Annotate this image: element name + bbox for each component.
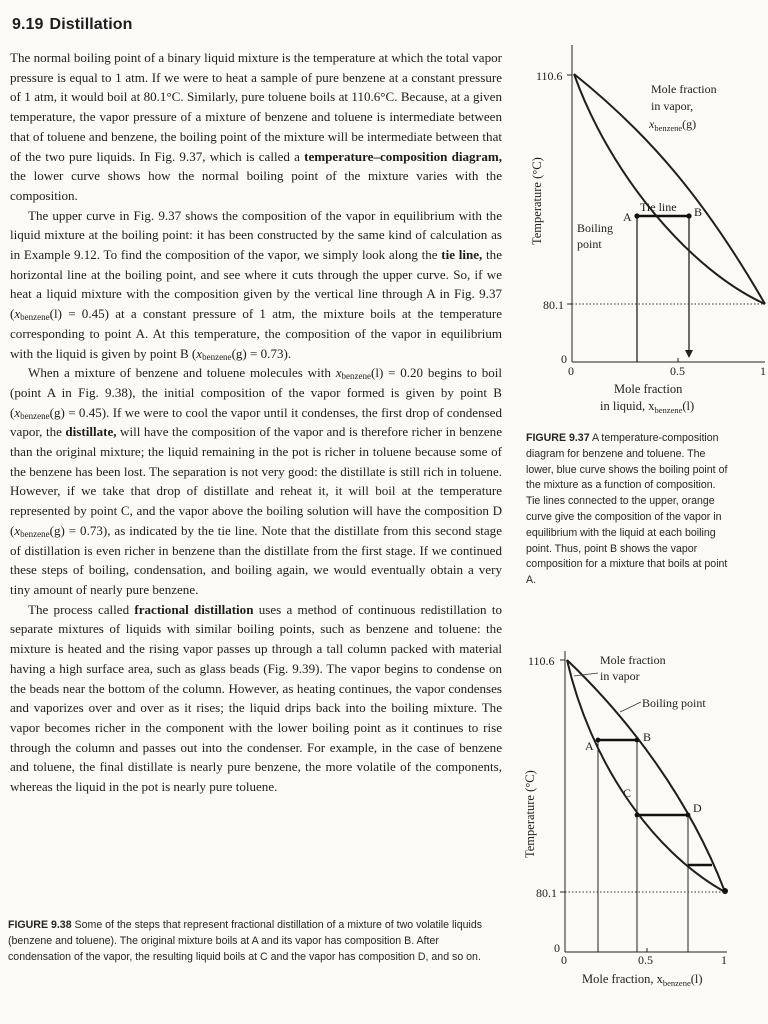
subscript: benzene bbox=[202, 351, 232, 362]
fig38-point-c-marker bbox=[635, 813, 640, 818]
fig37-point-a-label: A bbox=[623, 210, 632, 224]
key-term: tie line, bbox=[441, 247, 483, 263]
figure-9-38-caption bbox=[8, 918, 500, 965]
text-run: uses a method of continuous redistillation to separate mixtures of liquids with similar boiling points, such as benzene and toluene: the mixture is heated and the rising vapor passes up through a tall column packed with material having a high surface area, such as glass beads (Fig. 9.39). The vapor begins to condense on the beads near the bottom of the column. However, as heating continues, the vapor condenses and vaporizes over and over as it rises; the liquid drips back into the boiling mixture. The vapor becomes richer in the component with the lower boiling point as it continues to rise through the column and passes out into the condenser. For example, in the case of benzene and toluene, the final distillate is nearly pure benzene, the more volatile of the components, whereas the liquid in the pot is nearly pure toluene. bbox=[10, 601, 503, 795]
text-run: The normal boiling point of a binary liquid mixture is the temperature at which the total vapor pressure is equal to 1 atm. If we were to heat a sample of pure benzene at a constant pressure of 1 atm, it would boil at 80.1°C. Similarly, pure toluene boils at 110.6°C. Because, at a given temperature, the vapor pressure of a mixture of benzene and toluene is intermediate between that of toluene and benzene, the boiling point of the mixture will be intermediate between that of the two pure liquids. In Fig. 9.37, which is called a bbox=[10, 50, 502, 164]
fig38-vapor-curve bbox=[567, 660, 725, 892]
key-term: fractional distillation bbox=[134, 601, 254, 617]
text-run: x bbox=[14, 522, 21, 538]
fig37-vapor-label-line3: $x_{benzene}(g)$ bbox=[649, 117, 697, 133]
fig38-point-a-marker bbox=[596, 738, 601, 743]
key-term: temperature–composition diagram, bbox=[304, 148, 502, 164]
section-number: 9.19 bbox=[12, 16, 44, 33]
text-run: x bbox=[335, 365, 342, 381]
text-run: x bbox=[14, 404, 21, 420]
fig37-vapor-label-line2: in vapor, bbox=[651, 99, 694, 113]
subscript: benzene bbox=[20, 312, 50, 323]
fig38-ytick-label-801: 80.1 bbox=[536, 886, 557, 900]
fig38-point-d-marker bbox=[686, 813, 691, 818]
fig38-ytick-label-0: 0 bbox=[554, 941, 560, 955]
text-run: (g) = 0.73). bbox=[231, 345, 292, 361]
fig38-xtick-label-05: 0.5 bbox=[638, 953, 653, 967]
fig38-pure-benzene-marker bbox=[722, 888, 728, 894]
fig38-boiling-curve bbox=[567, 660, 725, 892]
fig37-xtick-label-1: 1 bbox=[760, 364, 766, 378]
text-run: (g) = 0.45). If we were to cool the vapor until it condenses, the first drop of condensed vapor, the bbox=[10, 404, 502, 440]
text-run: x bbox=[14, 306, 21, 322]
fig37-y-axis-label: Temperature (°C) bbox=[530, 157, 544, 245]
fig37-ytick-label-0: 0 bbox=[561, 352, 567, 366]
fig37-boiling-label-line1: Boiling bbox=[577, 221, 614, 235]
fig38-xtick-label-0: 0 bbox=[561, 953, 567, 967]
fig38-vapor-label-line1: Mole fraction bbox=[600, 653, 666, 667]
fig38-point-a-label: A bbox=[585, 739, 594, 753]
text-run: x bbox=[196, 345, 203, 361]
text-run: the horizontal line at the boiling point, and see where it cuts through the upper curve. So, if we heat a liquid mixture with the composition given by the vertical line through A in Fig. 9.37 ( bbox=[10, 247, 502, 322]
fig38-point-b-label: B bbox=[643, 730, 652, 744]
fig37-xtick-label-05: 0.5 bbox=[670, 364, 685, 378]
subscript: benzene bbox=[20, 410, 50, 421]
figure-9-38-caption-text: Some of the steps that represent fractional distillation of a mixture of two volatile liquids (benzene and toluene). The original mixture boils at A and its vapor has composition B. After condensation of the vapor, the resulting liquid boils at C and the vapor has composition D, and so on. bbox=[8, 919, 483, 963]
subscript: benzene bbox=[20, 528, 50, 539]
figure-9-37-caption bbox=[526, 431, 732, 589]
fig37-x-axis-label-line1: Mole fraction bbox=[614, 382, 683, 396]
fig38-vapor-label-line2: in vapor bbox=[600, 669, 640, 683]
text-run: the lower curve shows how the normal boiling point of the mixture varies with the composition. bbox=[10, 168, 502, 203]
text-run: (l) = 0.20 begins to boil (point A in Fig. 9.38), the initial composition of the vapor formed is given by point B ( bbox=[10, 365, 502, 420]
fig38-point-b-marker bbox=[635, 738, 640, 743]
fig38-x-axis-label: Mole fraction, $x_{benzene}(l)$ bbox=[582, 972, 703, 988]
fig38-point-d-label: D bbox=[693, 801, 702, 815]
section-title: Distillation bbox=[49, 16, 133, 33]
fig38-boiling-leader-line bbox=[620, 702, 641, 712]
subscript: benzene bbox=[341, 371, 371, 382]
key-term: distillate, bbox=[65, 424, 117, 440]
fig37-point-b-label: B bbox=[694, 205, 703, 219]
text-run: The process called bbox=[28, 601, 135, 617]
text-run: will have the composition of the vapor and is therefore richer in benzene than the original mixture; the liquid remaining in the pot is richer in toluene because some of the benzene has been lost. The separation is not very good: the distillate is still rich in toluene. However, if we take that drop of distillate and reheat it, it will boil at the temperature represented by point C, and the vapor above the boiling solution will have the composition D ( bbox=[10, 424, 502, 538]
fig38-ytick-label-1106: 110.6 bbox=[528, 654, 555, 668]
fig38-point-c-label: C bbox=[623, 786, 632, 800]
text-run: (l) = 0.45) at a constant pressure of 1 atm, the mixture boils at the temperature corresponding to point A. At this temperature, the composition of the vapor in equilibrium with the liquid is given by point B ( bbox=[10, 306, 502, 361]
fig37-ytick-label-1106: 110.6 bbox=[536, 69, 563, 83]
fig38-xtick-label-1: 1 bbox=[721, 953, 727, 967]
fig37-vapor-label-line1: Mole fraction bbox=[651, 82, 717, 96]
text-run: When a mixture of benzene and toluene molecules with bbox=[28, 365, 336, 381]
fig38-y-axis-label: Temperature (°C) bbox=[523, 770, 537, 858]
figure-9-38-caption-label: FIGURE 9.38 bbox=[8, 919, 72, 931]
text-run: The upper curve in Fig. 9.37 shows the composition of the vapor in equilibrium with the liquid mixture at the boiling point: it has been constructed by the same kind of calculation as in Example 9.12. To find the composition of the vapor, we simply look along the bbox=[10, 207, 502, 263]
fig37-x-axis-label-line2: in liquid, $x_{benzene}(l)$ bbox=[600, 399, 695, 415]
figure-9-37-caption-label: FIGURE 9.37 bbox=[526, 432, 590, 444]
figure-9-37-caption-text: A temperature-composition diagram for benzene and toluene. The lower, blue curve shows the boiling point of the mixture as a function of composition. Tie lines connected to the upper, orange curve give the composition of the vapor in equilibrium with the liquid at each boiling point. Thus, point B shows the vapor composition for a mixture that boils at point A. bbox=[526, 432, 728, 587]
fig37-tie-line-label: Tie line bbox=[640, 200, 677, 214]
fig38-vapor-leader-line bbox=[574, 673, 598, 676]
fig37-ytick-label-801: 80.1 bbox=[543, 298, 564, 312]
text-run: (g) = 0.73), as indicated by the tie line. Note that the distillate from this second stage of distillation is even richer in benzene than the distillate from the first stage. If we continued these steps of boiling, condensation, and boiling again, we would eventually obtain a very tiny amount of nearly pure benzene. bbox=[10, 522, 502, 597]
fig38-boiling-label: Boiling point bbox=[642, 696, 706, 710]
fig37-boiling-label-line2: point bbox=[577, 237, 602, 251]
fig37-xtick-label-0: 0 bbox=[568, 364, 574, 378]
